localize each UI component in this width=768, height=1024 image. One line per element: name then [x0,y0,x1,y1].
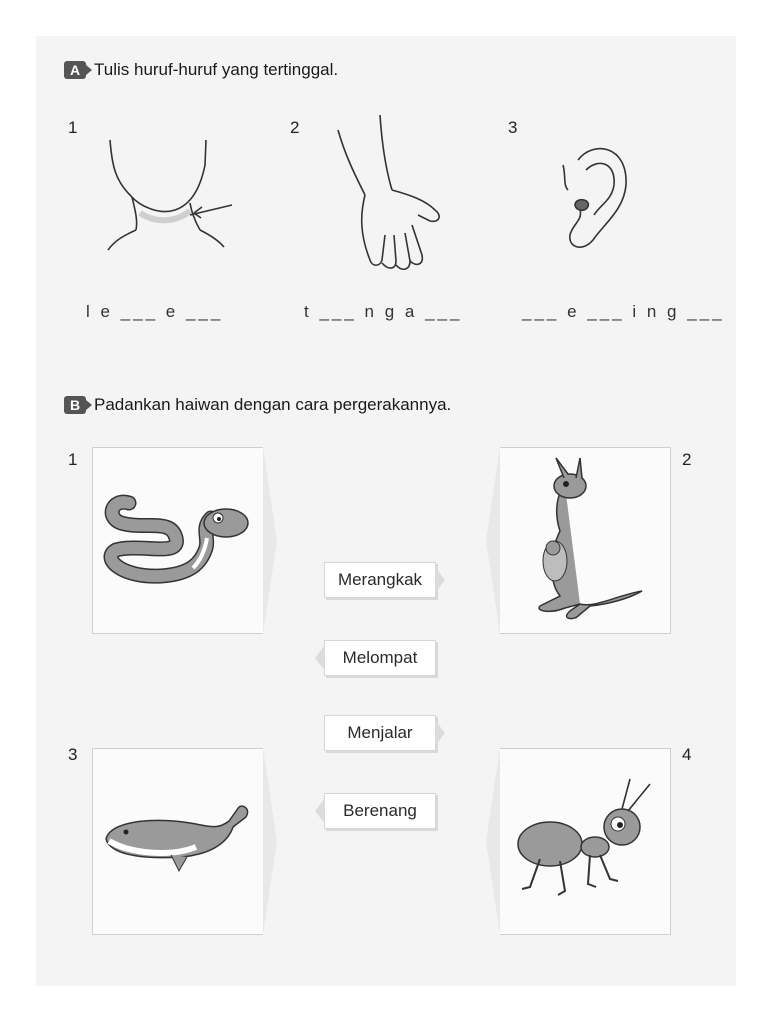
section-a-title: Tulis huruf-huruf yang tertinggal. [94,60,339,79]
blanks-hand[interactable]: t ___ n g a ___ [304,302,463,321]
snake-icon [101,488,256,588]
item-number-1: 1 [68,118,78,137]
whale-icon [101,799,256,879]
animal-number-4: 4 [682,745,692,764]
animal-number-3: 3 [68,745,78,764]
blanks-ear[interactable]: ___ e ___ i n g ___ [522,302,725,321]
ear-icon [558,140,638,255]
ant-icon [510,769,660,909]
movement-label-berenang[interactable]: Berenang [324,793,436,829]
section-b-badge: B [64,396,86,414]
movement-label-menjalar[interactable]: Menjalar [324,715,436,751]
neck-icon [100,135,240,265]
animal-card-1[interactable] [92,447,263,634]
movement-label-melompat[interactable]: Melompat [324,640,436,676]
animal-number-2: 2 [682,450,692,469]
animal-card-4[interactable] [500,748,671,935]
blanks-neck[interactable]: l e ___ e ___ [86,302,224,321]
section-a-heading [64,60,338,80]
hand-icon [330,115,450,275]
animal-number-1: 1 [68,450,78,469]
section-a-badge: A [64,61,86,79]
item-number-3: 3 [508,118,518,137]
kangaroo-icon [520,456,650,626]
section-b-heading [64,395,451,415]
animal-card-3[interactable] [92,748,263,935]
item-number-2: 2 [290,118,300,137]
section-b-title: Padankan haiwan dengan cara pergerakannya. [94,395,452,414]
movement-label-merangkak[interactable]: Merangkak [324,562,436,598]
animal-card-2[interactable] [500,447,671,634]
